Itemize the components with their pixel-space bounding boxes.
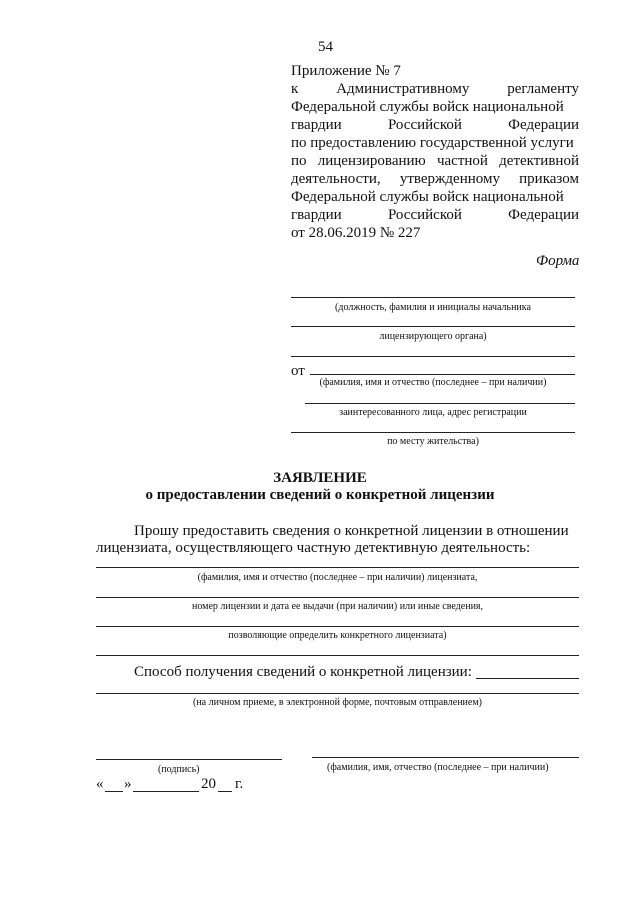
request-hint-3: позволяющие определить конкретного лицензиата) xyxy=(228,630,447,641)
method-field-line xyxy=(476,678,579,679)
appendix-line-7 xyxy=(291,170,579,188)
appendix-word: Федерации xyxy=(508,207,579,223)
appendix-word: утвержденному xyxy=(399,171,500,187)
appendix-line-4 xyxy=(291,116,579,134)
date-close-quote: » xyxy=(124,776,132,792)
recipient-hint-5: по месту жительства) xyxy=(387,436,479,447)
appendix-word: гвардии xyxy=(291,207,342,223)
form-label: Форма xyxy=(536,253,580,269)
recipient-line-1 xyxy=(291,297,575,298)
name-hint: (фамилия, имя, отчество (последнее – при наличии) xyxy=(327,762,549,773)
recipient-hint-2: лицензирующего органа) xyxy=(379,331,487,342)
appendix-line-3: Федеральной службы войск национальной xyxy=(291,99,564,115)
appendix-word: приказом xyxy=(519,171,579,187)
appendix-line-8: Федеральной службы войск национальной xyxy=(291,189,564,205)
from-label: от xyxy=(291,363,305,379)
appendix-line-5: по предоставлению государственной услуги xyxy=(291,135,574,151)
recipient-hint-3: (фамилия, имя и отчество (последнее – при наличии) xyxy=(319,377,547,388)
appendix-line-9 xyxy=(291,206,579,224)
appendix-word: деятельности, xyxy=(291,171,381,187)
request-hint-2: номер лицензии и дата ее выдачи (при наличии) или иные сведения, xyxy=(191,601,484,612)
date-year-line xyxy=(218,791,232,792)
method-hint: (на личном приеме, в электронной форме, почтовым отправлением) xyxy=(193,697,482,708)
date-month-line xyxy=(133,791,199,792)
appendix-word: к xyxy=(291,81,299,97)
appendix-title: Приложение № 7 xyxy=(291,63,401,79)
page-number: 54 xyxy=(318,39,333,55)
appendix-word: Федерации xyxy=(508,117,579,133)
date-year-suffix: г. xyxy=(235,776,244,792)
recipient-hint-1: (должность, фамилия и инициалы начальника xyxy=(335,302,531,313)
method-label: Способ получения сведений о конкретной лицензии: xyxy=(134,664,472,680)
appendix-line-10: от 28.06.2019 № 227 xyxy=(291,225,421,241)
appendix-word: Российской xyxy=(387,117,462,133)
date-open-quote: « xyxy=(96,776,104,792)
appendix-word: детективной xyxy=(499,153,579,169)
appendix-line-6 xyxy=(291,152,579,170)
appendix-word: гвардии xyxy=(291,117,342,133)
appendix-word: лицензированию xyxy=(317,153,426,169)
date-day-line xyxy=(105,791,123,792)
recipient-line-3 xyxy=(291,356,575,357)
recipient-hint-4: заинтересованного лица, адрес регистрации xyxy=(339,407,527,418)
document-title: ЗАЯВЛЕНИЕ xyxy=(273,470,367,486)
appendix-word: по xyxy=(291,153,307,169)
appendix-word: регламенту xyxy=(507,81,579,97)
signature-line xyxy=(96,759,282,760)
recipient-line-5 xyxy=(305,403,575,404)
request-hint-1: (фамилия, имя и отчество (последнее – при наличии) лицензиата, xyxy=(197,572,478,583)
date-year-prefix: 20 xyxy=(201,776,216,792)
appendix-word: частной xyxy=(436,153,488,169)
request-field-line-1 xyxy=(96,567,579,568)
recipient-line-6 xyxy=(291,432,575,433)
signature-hint: (подпись) xyxy=(158,764,200,775)
request-field-line-4 xyxy=(96,655,579,656)
request-line-1: Прошу предоставить сведения о конкретной лицензии в отношении xyxy=(134,523,569,539)
document-subtitle: о предоставлении сведений о конкретной лицензии xyxy=(145,487,495,503)
method-field-line-2 xyxy=(96,693,579,694)
appendix-line-2 xyxy=(291,80,579,98)
request-field-line-2 xyxy=(96,597,579,598)
recipient-line-2 xyxy=(291,326,575,327)
recipient-line-4 xyxy=(310,374,575,375)
name-line xyxy=(312,757,579,758)
appendix-word: Российской xyxy=(387,207,462,223)
appendix-word: Административному xyxy=(336,81,470,97)
request-field-line-3 xyxy=(96,626,579,627)
request-line-2: лицензиата, осуществляющего частную детективную деятельность: xyxy=(96,540,531,556)
